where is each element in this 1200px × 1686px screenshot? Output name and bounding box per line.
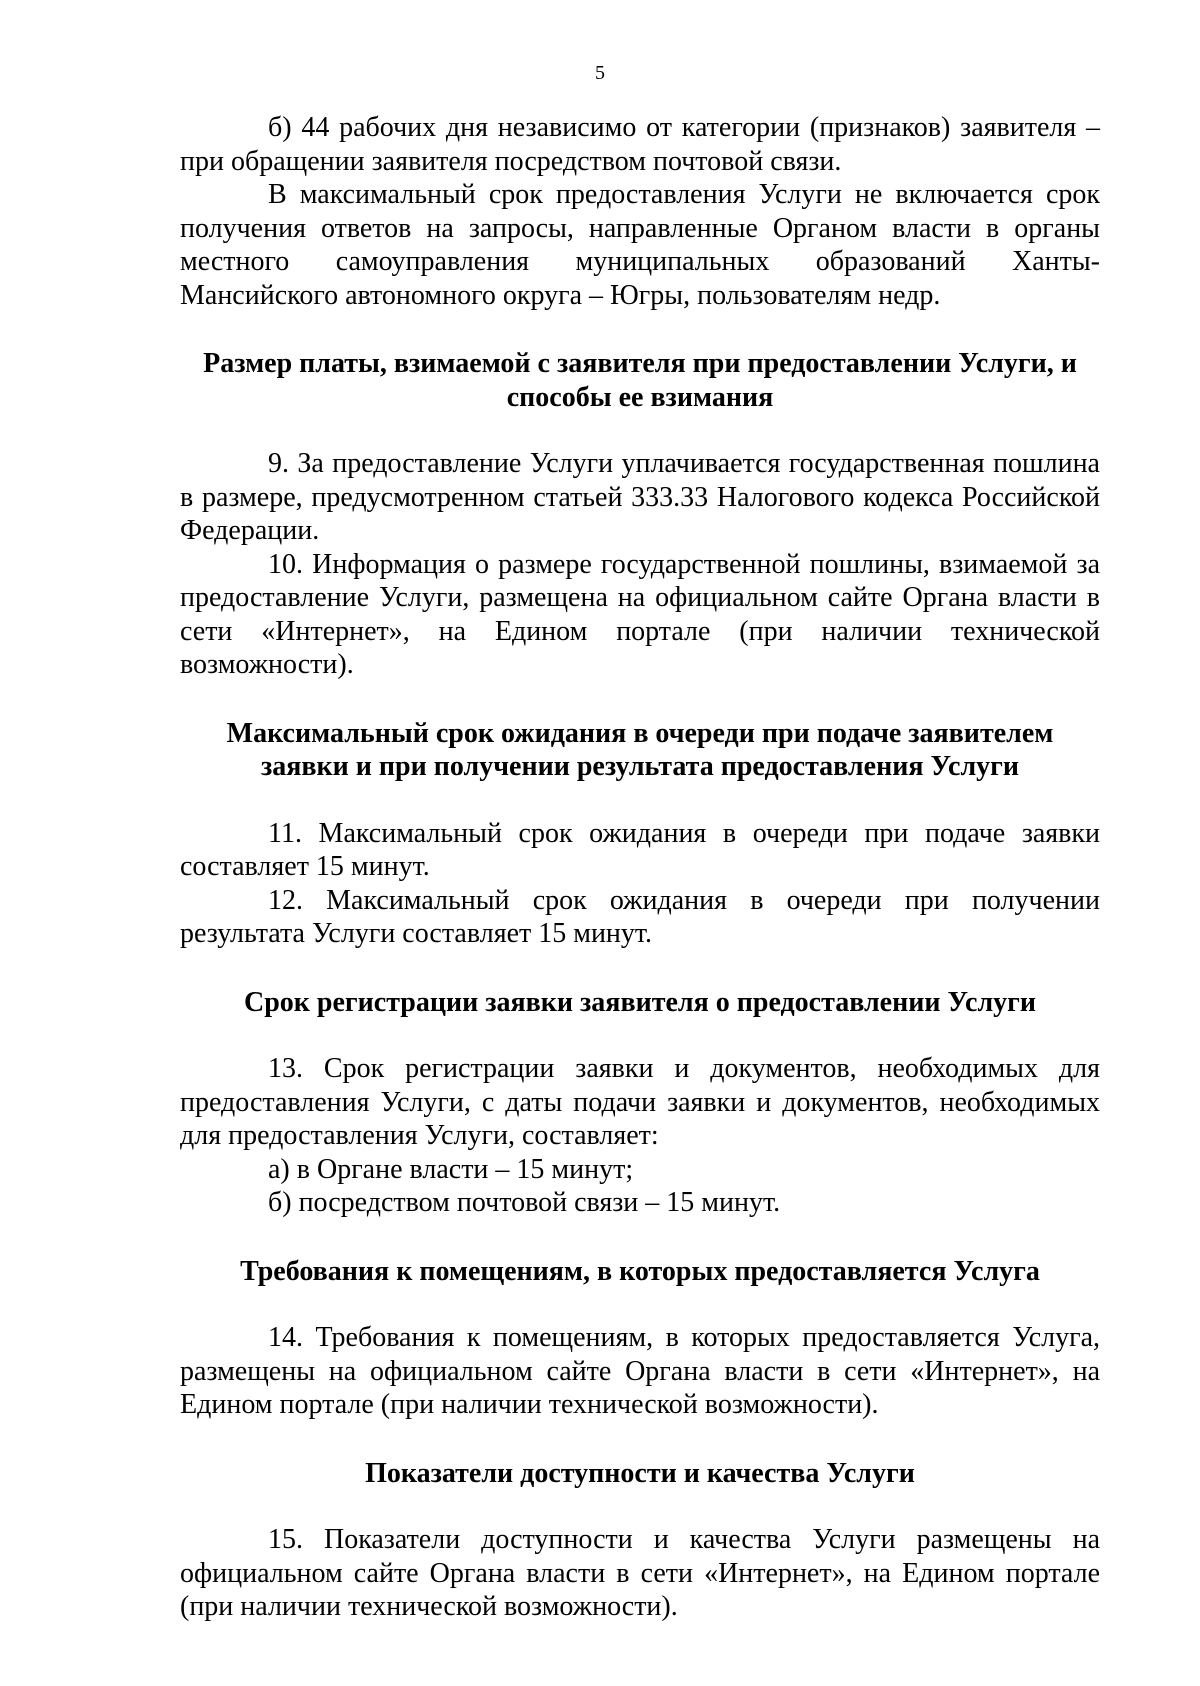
paragraph-8b: б) 44 рабочих дня независимо от категории (признаков) заявителя – при обращении заявителя посредством почтовой связи. (180, 112, 1100, 177)
paragraph-9: 9. За предоставление Услуги уплачивается государственная пошлина в размере, предусмотренном статьей 333.33 Налогового кодекса Российской Федерации. (180, 448, 1100, 546)
list-item-13b: б) посредством почтовой связи – 15 минут. (268, 1187, 781, 1218)
heading-registration-term: Срок регистрации заявки заявителя о предоставлении Услуги (244, 986, 1036, 1018)
spacer (180, 784, 1100, 817)
paragraph-12: 12. Максимальный срок ожидания в очереди при получении результата Услуги составляет 15 минут. (180, 884, 1100, 949)
paragraph-max-term-note: В максимальный срок предоставления Услуги не включается срок получения ответов на запросы, направленные Органом власти в органы местного самоуправления муниципальных образований Ханты-Мансийского автономного округа – Югры, пользователям недр. (180, 179, 1100, 311)
spacer (180, 1019, 1100, 1052)
document-body (180, 111, 1100, 1624)
paragraph-11: 11. Максимальный срок ожидания в очереди при подаче заявки составляет 15 минут. (180, 817, 1100, 882)
heading-premises: Требования к помещениям, в которых предоставляется Услуга (240, 1255, 1040, 1287)
spacer (180, 951, 1100, 986)
paragraph-10: 10. Информация о размере государственной пошлины, взимаемой за предоставление Услуги, размещена на официальном сайте Органа власти в сети «Интернет», на Едином портале (при наличии технической возможности). (180, 548, 1100, 680)
list-item-13a: а) в Органе власти – 15 минут; (268, 1153, 634, 1185)
heading-queue-wait: Максимальный срок ожидания в очереди при подаче заявителем заявки и при получении результата предоставления Услуги (226, 717, 1054, 782)
spacer (180, 312, 1100, 347)
page-number: 5 (595, 62, 605, 84)
spacer (180, 1422, 1100, 1457)
paragraph-15: 15. Показатели доступности и качества Услуги размещены на официальном сайте Органа власти в сети «Интернет», на Едином портале (при наличии технической возможности). (180, 1524, 1100, 1622)
heading-quality-indicators: Показатели доступности и качества Услуги (365, 1457, 915, 1489)
spacer (180, 1288, 1100, 1321)
paragraph-14: 14. Требования к помещениям, в которых предоставляется Услуга, размещены на официальном сайте Органа власти в сети «Интернет», на Едином портале (при наличии технической возможности). (180, 1322, 1100, 1420)
spacer (180, 414, 1100, 447)
spacer (180, 1490, 1100, 1523)
paragraph-13: 13. Срок регистрации заявки и документов, необходимых для предоставления Услуги, с даты подачи заявки и документов, необходимых для предоставления Услуги, составляет: (180, 1053, 1100, 1151)
spacer (180, 682, 1100, 717)
spacer (180, 1220, 1100, 1255)
heading-fee: Размер платы, взимаемой с заявителя при предоставлении Услуги, и способы ее взимания (203, 348, 1077, 413)
